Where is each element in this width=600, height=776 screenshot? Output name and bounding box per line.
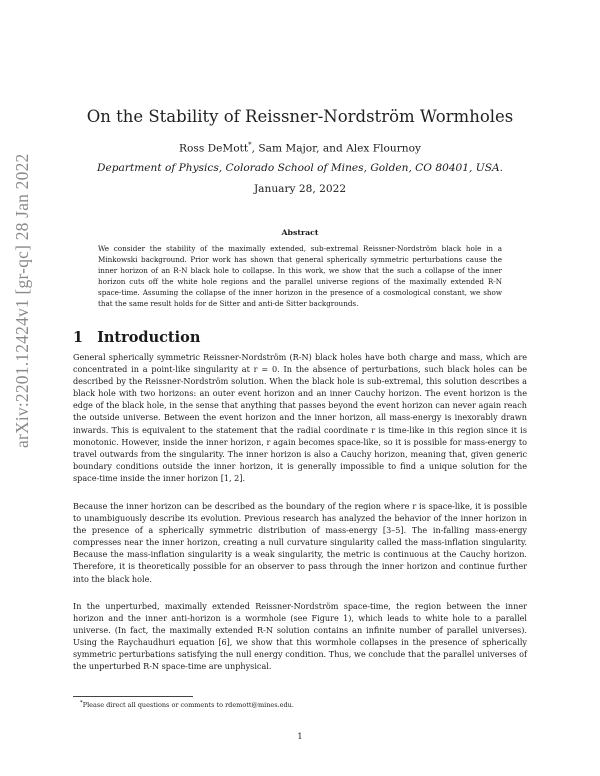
abstract-heading: Abstract: [281, 228, 319, 237]
author-footnote-mark: *: [248, 141, 252, 149]
abstract-text: We consider the stability of the maximally extended, sub-extremal Reissner-Nordström black hole in a Minkowski background. Prior work has shown that general spherically symmetric perturbations cause the inner horizon of an R-N black hole to collapse. In this work, we show that the such a collapse of the inner horizon cuts off the white hole regions and the parallel universe regions of the maximally extended R-N space-time. Assuming the collapse of the inner horizon in the presence of a cosmological constant, we show that the same result holds for de Sitter and anti-de Sitter backgrounds.: [98, 244, 502, 308]
section-title: Introduction: [97, 329, 201, 346]
footnote: [80, 700, 520, 709]
author-names-rest: , Sam Major, and Alex Flournoy: [251, 142, 421, 155]
author-names-lead: Ross DeMott: [179, 142, 249, 155]
page-number: 1: [297, 732, 303, 742]
paper-title: On the Stability of Reissner-Nordström Wormholes: [86, 107, 514, 126]
affiliation: Department of Physics, Colorado School of Mines, Golden, CO 80401, USA.: [97, 162, 503, 174]
footnote-rule: [73, 696, 193, 697]
footnote-text: Please direct all questions or comments to rdemott@mines.edu.: [82, 701, 294, 710]
section-number: 1: [73, 329, 84, 346]
intro-paragraph-3: In the unperturbed, maximally extended Reissner-Nordström space-time, the region between the inner horizon and the inner anti-horizon is a wormhole (see Figure 1), which leads to white hole to a parallel universe. (In fact, the maximally extended R-N solution contains an infinite number of parallel universes). Using the Raychaudhuri equation [6], we show that this wormhole collapses in the presence of spherically symmetric perturbations satisfying the null energy condition. Thus, we conclude that the parallel universes of the unperturbed R-N space-time are unphysical.: [73, 601, 527, 672]
footnote-mark: *: [80, 700, 83, 706]
intro-paragraph-1: General spherically symmetric Reissner-Nordström (R-N) black holes have both charge and mass, which are concentrated in a point-like singularity at r = 0. In the absence of perturbations, such black holes can be described by the Reissner-Nordström solution. When the black hole is sub-extremal, this solution describes a black hole with two horizons: an outer event horizon and an inner Cauchy horizon. The event horizon is the edge of the black hole, in the sense that anything that passes beyond the event horizon can never again reach the outside universe. Between the event horizon and the inner horizon, all mass-energy is inexorably drawn inwards. This is equivalent to the statement that the radial coordinate r is time-like in this region since it is monotonic. However, inside the inner horizon, r again becomes space-like, so it is possible for mass-energy to travel outwards from the singularity. The inner horizon is also a Cauchy horizon, meaning that, given generic boundary conditions outside the inner horizon, it is generally impossible to find a unique solution for the space-time inside the inner horizon [1, 2].: [73, 352, 527, 483]
intro-paragraph-2: Because the inner horizon can be described as the boundary of the region where r is space-like, it is possible to unambiguously describe its evolution. Previous research has analyzed the behavior of the inner horizon in the presence of a spherically symmetric distribution of mass-energy [3–5]. The in-falling mass-energy compresses near the inner horizon, creating a null curvature singularity called the mass-inflation singularity. Because the mass-inflation singularity is a weak singularity, the metric is continuous at the Cauchy horizon. Therefore, it is theoretically possible for an observer to pass through the inner horizon and continue further into the black hole.: [73, 501, 527, 584]
arxiv-identifier: arXiv:2201.12424v1 [gr-qc] 28 Jan 2022: [12, 153, 32, 448]
paper-date: January 28, 2022: [253, 183, 347, 195]
author-list: [0, 141, 600, 155]
section-heading: [73, 329, 200, 346]
